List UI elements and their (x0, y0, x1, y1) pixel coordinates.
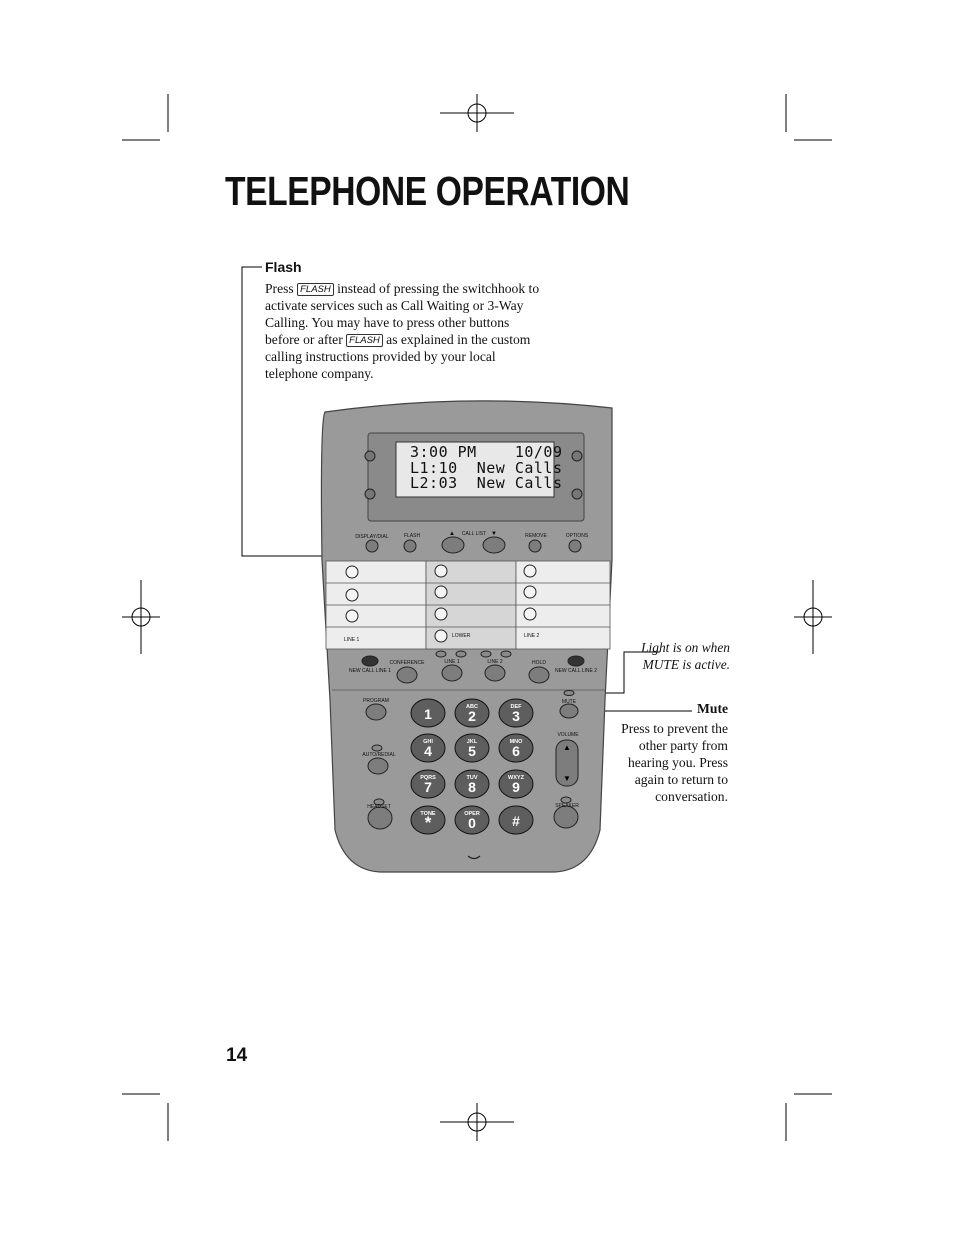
keypad-key-3[interactable] (499, 699, 533, 727)
flash-text-1: Press (265, 281, 294, 296)
up-arrow-icon: ▲ (449, 531, 455, 537)
keypad-key-4[interactable] (411, 734, 445, 762)
conference-label: CONFERENCE (389, 660, 425, 666)
flash-text-3: as explained in the custom calling instructions provided by your local telephone company. (265, 332, 531, 381)
keypad-key-digit: 7 (424, 779, 432, 795)
speaker-label: SPEAKER (555, 803, 579, 809)
hold-label: HOLD (532, 660, 546, 666)
keypad-key-letters: TONE (420, 811, 436, 817)
lcd-line-1: 3:00 PM 10/09 (410, 443, 563, 461)
keypad-key-letters: JKL (466, 739, 478, 745)
keypad-key-digit: 0 (468, 815, 476, 831)
keypad-key-digit: 5 (468, 743, 476, 759)
line1-button-label: LINE 1 (444, 659, 460, 665)
program-label: PROGRAM (363, 698, 389, 704)
headset-label: HEADSET (367, 804, 391, 810)
flash-heading: Flash (265, 259, 302, 275)
flash-key-icon: FLASH (346, 334, 383, 347)
mute-label: MUTE (561, 699, 577, 705)
keypad-key-letters: OPER (464, 811, 480, 817)
keypad-key-6[interactable] (499, 734, 533, 762)
keypad-key-letters: GHI (423, 739, 433, 745)
lcd-line-3: L2:03 New Calls (410, 474, 563, 492)
lcd-line-2: L1:10 New Calls (410, 459, 563, 477)
display-dial-label: DISPLAY/DIAL (355, 534, 389, 540)
keypad-key-digit: 1 (424, 706, 432, 722)
keypad-key-digit: 9 (512, 779, 520, 795)
keypad-key-2[interactable] (455, 699, 489, 727)
new-call-line2-label: NEW CALL LINE 2 (554, 668, 598, 674)
keypad-key-digit: 8 (468, 779, 476, 795)
keypad-key-letters: TUV (466, 775, 478, 781)
keypad-key-letters: DEF (510, 704, 522, 710)
volume-label: VOLUME (557, 732, 579, 738)
keypad-key-digit: # (512, 813, 520, 829)
keypad-key-letters: WXYZ (508, 775, 524, 781)
page-number: 14 (226, 1045, 248, 1066)
page-title: TELEPHONE OPERATION (225, 168, 630, 214)
mute-description: Press to prevent the other party from hearing you. Press again to return to conversation. (621, 721, 728, 804)
keypad-key-7[interactable] (411, 770, 445, 798)
options-label: OPTIONS (565, 533, 589, 539)
line2-card-label: LINE 2 (524, 633, 540, 639)
remove-label: REMOVE (525, 533, 547, 539)
call-list-label: CALL LIST (461, 531, 487, 537)
keypad-key-star[interactable] (411, 806, 445, 834)
flash-text-2: instead of pressing the switchhook to activate services such as Call Waiting or 3-Way Calling. You may have to press other buttons before or after (265, 281, 540, 347)
keypad-key-9[interactable] (499, 770, 533, 798)
line2-button-label: LINE 2 (487, 659, 503, 665)
auto-redial-label: AUTO/REDIAL (362, 752, 396, 758)
keypad-key-digit: * (424, 813, 432, 832)
volume-up-icon: ▲ (563, 743, 571, 752)
lower-label: LOWER (452, 633, 471, 639)
keypad-key-pound[interactable] (499, 806, 533, 834)
new-call-line1-label: NEW CALL LINE 1 (348, 668, 392, 674)
flash-label: FLASH (403, 533, 421, 539)
keypad-key-digit: 6 (512, 743, 520, 759)
line1-card-label: LINE 1 (344, 637, 360, 643)
down-arrow-icon: ▼ (491, 531, 497, 537)
flash-key-icon: FLASH (297, 283, 334, 296)
keypad-key-1[interactable] (411, 699, 445, 727)
keypad-key-digit: 2 (468, 708, 476, 724)
keypad-key-digit: 3 (512, 708, 520, 724)
keypad-key-5[interactable] (455, 734, 489, 762)
keypad-key-letters: ABC (466, 704, 478, 710)
keypad-key-0[interactable] (455, 806, 489, 834)
mute-light-note: Light is on when MUTE is active. (641, 640, 730, 672)
keypad-key-8[interactable] (455, 770, 489, 798)
keypad-key-letters: PQRS (420, 775, 436, 781)
keypad-key-digit: 4 (424, 743, 432, 759)
keypad-key-letters: MNO (509, 739, 523, 745)
mute-heading: Mute (697, 701, 728, 716)
volume-down-icon: ▼ (563, 774, 571, 783)
